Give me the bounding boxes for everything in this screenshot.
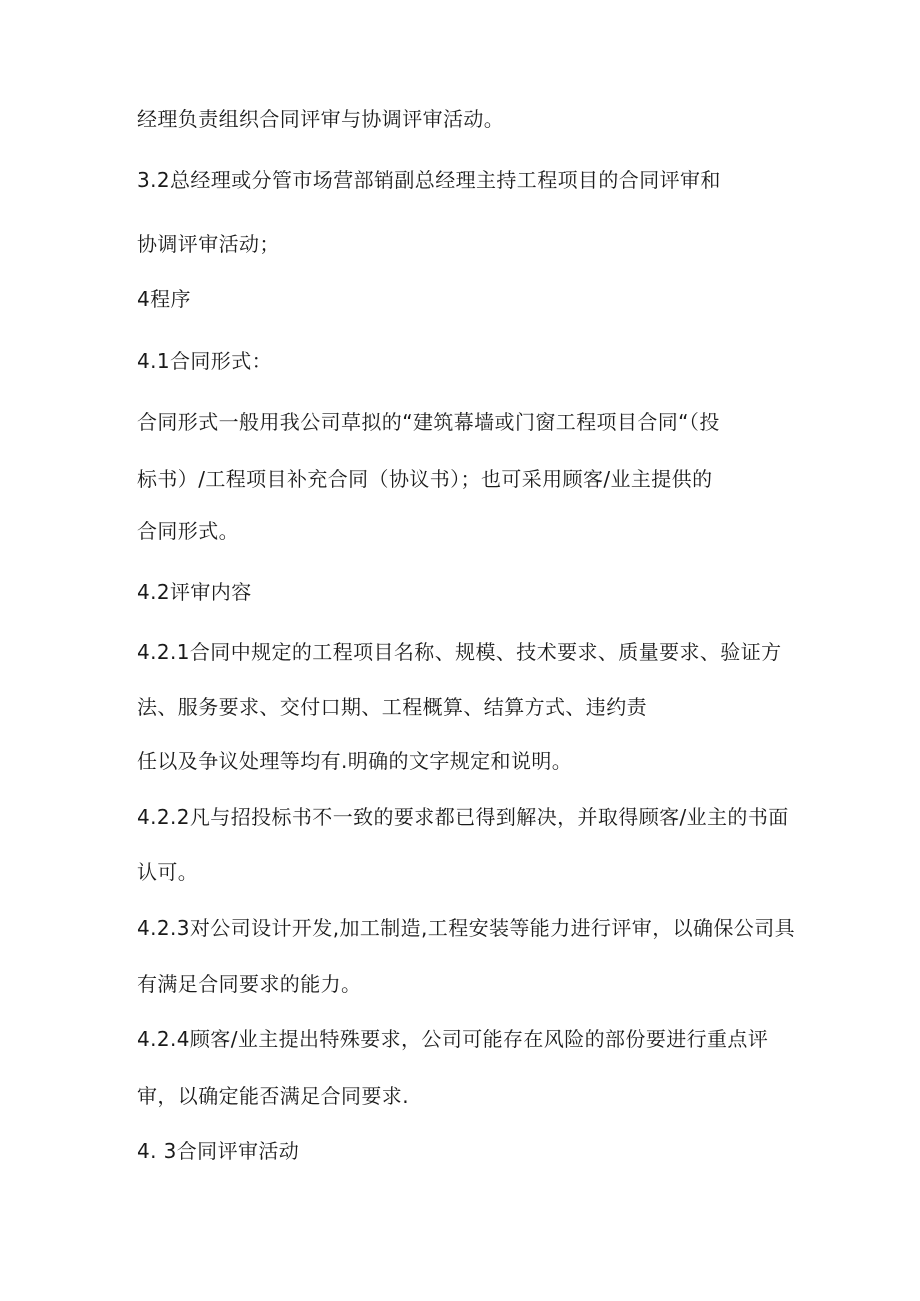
text-line: 4.2.4顾客/业主提出特殊要求，公司可能存在风险的部份要进行重点评	[137, 1027, 769, 1051]
text-line: 4.2.1合同中规定的工程项目名称、规模、技术要求、质量要求、验证方	[137, 640, 782, 664]
text-line: 标书）/工程项目补充合同（协议书）；也可采用顾客/业主提供的	[137, 467, 713, 491]
section-heading: 3.2总经理或分管市场营部销副总经理主持工程项目的合同评审和	[137, 168, 721, 192]
text-line: 认可。	[137, 860, 199, 884]
section-heading: 4程序	[137, 287, 191, 311]
text-line: 协调评审活动；	[137, 232, 280, 256]
text-line: 合同形式一般用我公司草拟的“建筑幕墙或门窗工程项目合同“（投	[137, 410, 720, 434]
text-line: 4.2.2凡与招投标书不一致的要求都已得到解决，并取得顾客/业主的书面	[137, 805, 789, 829]
section-heading: 4.1合同形式：	[137, 349, 273, 373]
section-heading: 4. 3合同评审活动	[137, 1139, 300, 1163]
text-line: 法、服务要求、交付口期、工程概算、结算方式、违约责	[137, 695, 647, 719]
text-line: 任以及争议处理等均有.明确的文字规定和说明。	[137, 749, 573, 773]
section-heading: 4.2评审内容	[137, 580, 252, 604]
text-line: 经理负责组织合同评审与协调评审活动。	[137, 107, 505, 131]
text-line: 审，以确定能否满足合同要求.	[137, 1084, 409, 1108]
text-line: 有满足合同要求的能力。	[137, 972, 362, 996]
text-line: 合同形式。	[137, 519, 239, 543]
text-line: 4.2.3对公司设计开发,加工制造,工程安装等能力进行评审，以确保公司具	[137, 916, 796, 940]
